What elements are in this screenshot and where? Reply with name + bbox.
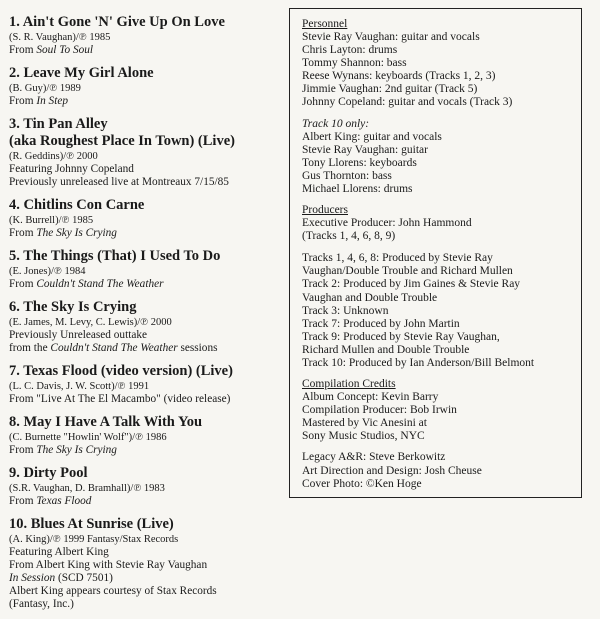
source-text: from the <box>9 342 51 354</box>
track-title: 1. Ain't Gone 'N' Give Up On Love <box>9 14 225 30</box>
track-entry <box>9 299 284 355</box>
personnel-section <box>302 18 571 110</box>
album-title: In Session <box>9 572 56 584</box>
credit-line: Track 3: Unknown <box>302 304 389 317</box>
source-note <box>9 278 284 291</box>
songwriter-credit: (S.R. Vaughan, D. Bramhall)/℗ 1983 <box>9 483 165 494</box>
credit-line: Track 9: Produced by Stevie Ray Vaughan, <box>302 330 500 343</box>
misc-credits-list <box>302 451 571 490</box>
source-text: From <box>9 44 37 56</box>
album-title: The Sky Is Crying <box>36 444 117 456</box>
source-note <box>9 163 284 176</box>
track-title: 10. Blues At Sunrise (Live) <box>9 516 174 532</box>
track-title: 2. Leave My Girl Alone <box>9 65 154 81</box>
personnel-heading: Personnel <box>302 18 348 30</box>
credit-line: Album Concept: Kevin Barry <box>302 391 439 404</box>
track-title-continued: (aka Roughest Place In Town) (Live) <box>9 133 235 149</box>
source-note <box>9 572 284 585</box>
track-entry <box>9 65 284 108</box>
source-text: From <box>9 95 37 107</box>
source-note <box>9 444 284 457</box>
track10-list <box>302 131 571 196</box>
credit-line: Track 10: Produced by Ian Anderson/Bill Belmont <box>302 356 535 369</box>
track-entry <box>9 414 284 457</box>
track-entry <box>9 14 284 57</box>
credit-line: Track 2: Produced by Jim Gaines & Stevie Ray <box>302 278 521 291</box>
track-list <box>9 14 284 619</box>
album-title: In Step <box>36 95 68 107</box>
credit-line: Legacy A&R: Steve Berkowitz <box>302 451 446 464</box>
track-title: 7. Texas Flood (video version) (Live) <box>9 363 233 379</box>
credit-line: Tony Llorens: keyboards <box>302 156 417 169</box>
credit-line: Jimmie Vaughan: 2nd guitar (Track 5) <box>302 83 478 96</box>
source-note <box>9 495 284 508</box>
credit-line: Albert King: guitar and vocals <box>302 130 442 143</box>
track-title: 9. Dirty Pool <box>9 465 88 481</box>
album-title: Texas Flood <box>36 495 92 507</box>
credit-line: (Tracks 1, 4, 6, 8, 9) <box>302 230 396 243</box>
source-note <box>9 176 284 189</box>
songwriter-credit: (K. Burrell)/℗ 1985 <box>9 215 94 226</box>
credit-line: Richard Mullen and Double Trouble <box>302 343 470 356</box>
album-title: The Sky Is Crying <box>36 227 117 239</box>
credit-line: Stevie Ray Vaughan: guitar <box>302 143 428 156</box>
track-entry <box>9 465 284 508</box>
source-text: Featuring Albert King <box>9 546 109 558</box>
source-text: Previously Unreleased outtake <box>9 329 148 341</box>
credit-line: Art Direction and Design: Josh Cheuse <box>302 464 482 477</box>
track-title: 4. Chitlins Con Carne <box>9 197 145 213</box>
credit-line: Mastered by Vic Anesini at <box>302 417 427 430</box>
songwriter-credit: (C. Burnette "Howlin' Wolf")/℗ 1986 <box>9 432 167 443</box>
track-title: 8. May I Have A Talk With You <box>9 414 203 430</box>
source-note <box>9 559 284 572</box>
songwriter-credit: (E. James, M. Levy, C. Lewis)/℗ 2000 <box>9 317 172 328</box>
track-entry <box>9 363 284 406</box>
producers-section <box>302 204 571 370</box>
track-entry <box>9 248 284 291</box>
credit-line: Tracks 1, 4, 6, 8: Produced by Stevie Ray <box>302 252 493 265</box>
misc-credits-section <box>302 451 571 490</box>
source-text: From <box>9 227 37 239</box>
credit-line: Tommy Shannon: bass <box>302 57 407 70</box>
source-note <box>9 227 284 240</box>
compilation-section <box>302 378 571 443</box>
source-text-suffix: sessions <box>177 342 218 354</box>
source-text: From <box>9 444 37 456</box>
source-text: Albert King appears courtesy of Stax Records <box>9 585 217 597</box>
source-text: From <box>9 495 37 507</box>
source-note <box>9 329 284 342</box>
credits-box <box>289 8 582 498</box>
source-note <box>9 546 284 559</box>
songwriter-credit: (S. R. Vaughan)/℗ 1985 <box>9 32 111 43</box>
source-text: Previously unreleased live at Montreaux 7/15/85 <box>9 176 229 188</box>
source-note <box>9 393 284 406</box>
executive-producer <box>302 217 571 243</box>
compilation-list <box>302 391 571 443</box>
credit-line: Executive Producer: John Hammond <box>302 217 472 230</box>
songwriter-credit: (L. C. Davis, J. W. Scott)/℗ 1991 <box>9 381 150 392</box>
credit-line: Vaughan/Double Trouble and Richard Mullen <box>302 265 513 278</box>
credit-line: Chris Layton: drums <box>302 44 398 57</box>
credit-line: Sony Music Studios, NYC <box>302 430 425 443</box>
songwriter-credit: (B. Guy)/℗ 1989 <box>9 83 81 94</box>
credit-line: Gus Thornton: bass <box>302 169 392 182</box>
producers-list <box>302 252 571 370</box>
track10-section <box>302 118 571 196</box>
credit-line: Johnny Copeland: guitar and vocals (Track 3) <box>302 96 513 109</box>
personnel-list <box>302 31 571 110</box>
track-entry <box>9 516 284 611</box>
source-note <box>9 585 284 598</box>
source-note <box>9 342 284 355</box>
songwriter-credit: (E. Jones)/℗ 1984 <box>9 266 86 277</box>
credit-line: Michael Llorens: drums <box>302 182 413 195</box>
track-title: 3. Tin Pan Alley <box>9 116 108 132</box>
credit-line: Reese Wynans: keyboards (Tracks 1, 2, 3) <box>302 70 496 83</box>
track-entry <box>9 197 284 240</box>
source-text-suffix: (SCD 7501) <box>55 572 113 584</box>
album-title: Couldn't Stand The Weather <box>36 278 164 290</box>
source-text: (Fantasy, Inc.) <box>9 598 74 610</box>
source-text: From Albert King with Stevie Ray Vaughan <box>9 559 208 571</box>
source-note <box>9 95 284 108</box>
songwriter-credit: (A. King)/℗ 1999 Fantasy/Stax Records <box>9 534 179 545</box>
track10-heading: Track 10 only: <box>302 117 370 130</box>
credit-line: Vaughan and Double Trouble <box>302 291 438 304</box>
album-title: Couldn't Stand The Weather <box>50 342 178 354</box>
album-title: Soul To Soul <box>36 44 94 56</box>
source-text: From "Live At The El Macambo" (video release) <box>9 393 231 405</box>
credit-line: Track 7: Produced by John Martin <box>302 317 460 330</box>
credit-line: Stevie Ray Vaughan: guitar and vocals <box>302 31 480 43</box>
track-title: 5. The Things (That) I Used To Do <box>9 248 221 264</box>
track-entry <box>9 116 284 189</box>
track-title: 6. The Sky Is Crying <box>9 299 137 315</box>
source-note <box>9 44 284 57</box>
compilation-heading: Compilation Credits <box>302 378 396 391</box>
source-text: Featuring Johnny Copeland <box>9 163 134 175</box>
source-text: From <box>9 278 37 290</box>
songwriter-credit: (R. Geddins)/℗ 2000 <box>9 151 98 162</box>
credit-line: Compilation Producer: Bob Irwin <box>302 404 457 417</box>
credit-line: Cover Photo: ©Ken Hoge <box>302 477 422 490</box>
producers-heading: Producers <box>302 204 348 217</box>
